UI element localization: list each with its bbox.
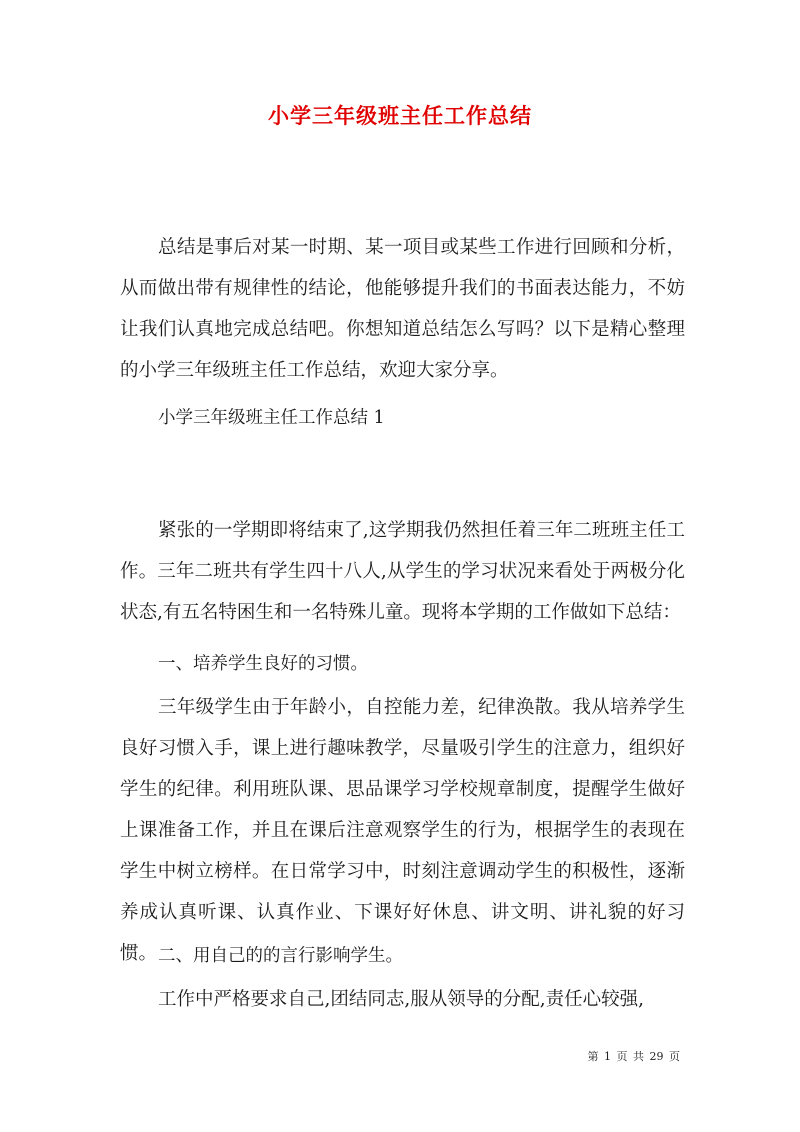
section-heading-2: 二、用自己的的言行影响学生。 [158,946,403,966]
page-number-footer: 第 1 页 共 29 页 [587,1050,680,1063]
body-paragraph: 紧张的一学期即将结束了,这学期我仍然担任着三年二班班主任工作。三年二班共有学生四十八人,从学生的学习状况来看处于两极分化状态,有五名特困生和一名特殊儿童。现将本学期的工作做如下总结： [120,520,685,623]
intro-block [120,227,685,391]
section-subtitle: 小学三年级班主任工作总结 1 [158,408,385,428]
body-paragraph: 三年级学生由于年龄小，自控能力差，纪律涣散。我从培养学生良好习惯入手，课上进行趣味教学，尽量吸引学生的注意力，组织好学生的纪律。利用班队课、思品课学习学校规章制度，提醒学生做好上课准备工作，并且在课后注意观察学生的行为，根据学生的表现在学生中树立榜样。在日常学习中，时刻注意调动学生的积极性，逐渐养成认真听课、认真作业、下课好好休息、讲文明、讲礼貌的好习惯。 [120,697,685,964]
document-title: 小学三年级班主任工作总结 [268,103,532,128]
paragraph-block-3 [120,979,685,1020]
paragraph-block-1 [120,510,685,633]
intro-paragraph: 总结是事后对某一时期、某一项目或某些工作进行回顾和分析，从而做出带有规律性的结论，他能够提升我们的书面表达能力，不妨让我们认真地完成总结吧。你想知道总结怎么写吗？以下是精心整理的小学三年级班主任工作总结，欢迎大家分享。 [120,237,685,381]
paragraph-block-2 [120,687,685,974]
section-heading-1: 一、培养学生良好的习惯。 [158,654,368,674]
body-paragraph: 工作中严格要求自己,团结同志,服从领导的分配,责任心较强, [158,989,645,1010]
